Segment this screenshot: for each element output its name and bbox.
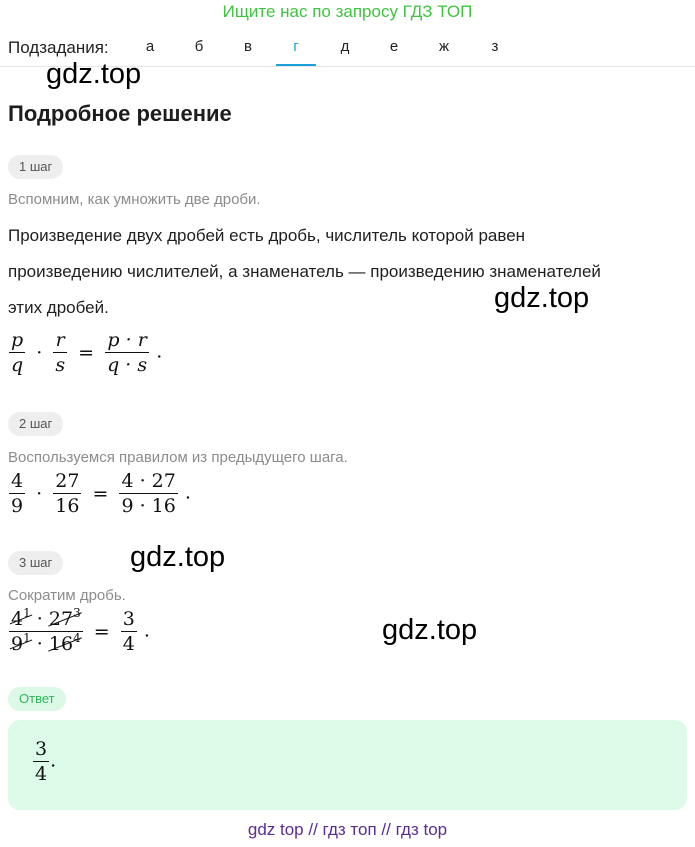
operator: = bbox=[93, 620, 110, 643]
fraction bbox=[9, 470, 25, 517]
numerator: 4 bbox=[11, 470, 24, 492]
watermark: gdz.top bbox=[382, 614, 478, 646]
cancelled-term bbox=[11, 633, 31, 655]
fraction bbox=[121, 608, 137, 655]
subtasks-label: Подзадания: bbox=[8, 38, 109, 57]
tab-b[interactable]: б bbox=[194, 38, 204, 55]
period: . bbox=[143, 619, 150, 642]
term: 9 bbox=[11, 633, 24, 655]
step-hint: Воспользуемся правилом из предыдущего шага. bbox=[8, 449, 348, 466]
numerator: 3 bbox=[122, 608, 135, 630]
operator: · bbox=[36, 341, 43, 364]
tab-e[interactable]: е bbox=[389, 38, 399, 55]
tab-d[interactable]: д bbox=[340, 38, 350, 55]
watermark: gdz.top bbox=[46, 58, 142, 90]
numerator: p · r bbox=[107, 329, 147, 351]
denominator: q bbox=[11, 354, 24, 376]
step-text bbox=[8, 218, 678, 326]
answer-badge: Ответ bbox=[8, 687, 66, 711]
denominator: 16 bbox=[55, 495, 80, 517]
step-badge: 1 шаг bbox=[8, 155, 63, 179]
fraction bbox=[105, 329, 149, 376]
denominator: 9 · 16 bbox=[121, 495, 176, 517]
cancelled-term bbox=[49, 608, 81, 630]
fraction bbox=[9, 329, 25, 376]
numerator: 27 bbox=[55, 470, 80, 492]
operator: · bbox=[36, 482, 43, 505]
reduced-value: 1 bbox=[23, 631, 31, 645]
tab-g[interactable]: г bbox=[276, 38, 316, 66]
term: 4 bbox=[11, 608, 24, 630]
numerator: p bbox=[11, 329, 24, 351]
footer-link[interactable]: гдз топ bbox=[322, 820, 377, 839]
step-badge: 2 шаг bbox=[8, 412, 63, 436]
period: . bbox=[184, 481, 191, 504]
section-title: Подробное решение bbox=[8, 101, 232, 126]
text-line: этих дробей. bbox=[8, 298, 109, 317]
reduced-value: 4 bbox=[73, 631, 81, 645]
tab-v[interactable]: в bbox=[244, 38, 252, 55]
fraction bbox=[119, 470, 177, 517]
numerator: 3 bbox=[35, 738, 48, 760]
formula-step-1 bbox=[8, 329, 162, 376]
operator: · bbox=[36, 608, 43, 630]
text-line: произведению числителей, а знаменатель — произведению знаменателей bbox=[8, 262, 601, 281]
fraction bbox=[53, 470, 81, 517]
period: . bbox=[50, 749, 57, 772]
text-line: Произведение двух дробей есть дробь, числитель которой равен bbox=[8, 226, 526, 245]
step-hint: Вспомним, как умножить две дроби. bbox=[8, 191, 261, 208]
operator: = bbox=[92, 482, 109, 505]
period: . bbox=[156, 340, 163, 363]
cancelled-term bbox=[11, 608, 31, 630]
term: 27 bbox=[48, 608, 74, 630]
step-hint: Сократим дробь. bbox=[8, 587, 126, 604]
answer-box bbox=[8, 720, 687, 810]
formula-step-2 bbox=[8, 470, 191, 517]
footer-separator: // bbox=[308, 820, 318, 839]
tab-a[interactable]: а bbox=[145, 38, 155, 55]
denominator: 4 bbox=[122, 633, 135, 655]
numerator: r bbox=[55, 329, 65, 351]
denominator bbox=[9, 631, 83, 655]
denominator: 9 bbox=[11, 495, 24, 517]
formula-step-3 bbox=[8, 608, 150, 655]
step-badge: 3 шаг bbox=[8, 551, 63, 575]
footer-link[interactable]: гдз top bbox=[395, 820, 448, 839]
operator: = bbox=[78, 341, 95, 364]
watermark: gdz.top bbox=[130, 541, 226, 573]
footer-link[interactable]: gdz top bbox=[247, 820, 304, 839]
tab-z[interactable]: з bbox=[491, 38, 499, 55]
operator: · bbox=[36, 633, 43, 655]
fraction bbox=[53, 329, 67, 376]
denominator: 4 bbox=[35, 763, 48, 785]
answer-formula bbox=[32, 738, 56, 785]
tab-zh[interactable]: ж bbox=[438, 38, 450, 55]
term: 16 bbox=[48, 633, 74, 655]
search-banner: Ищите нас по запросу ГДЗ ТОП bbox=[222, 2, 473, 21]
watermark: gdz.top bbox=[494, 282, 590, 314]
fraction bbox=[33, 738, 49, 785]
footer-links bbox=[0, 820, 695, 840]
numerator bbox=[9, 608, 83, 631]
footer-separator: // bbox=[381, 820, 391, 839]
denominator: s bbox=[55, 354, 66, 376]
reduced-value: 1 bbox=[23, 606, 31, 620]
fraction bbox=[9, 608, 83, 655]
numerator: 4 · 27 bbox=[121, 470, 176, 492]
reduced-value: 3 bbox=[73, 606, 81, 620]
cancelled-term bbox=[49, 633, 81, 655]
denominator: q · s bbox=[107, 354, 148, 376]
